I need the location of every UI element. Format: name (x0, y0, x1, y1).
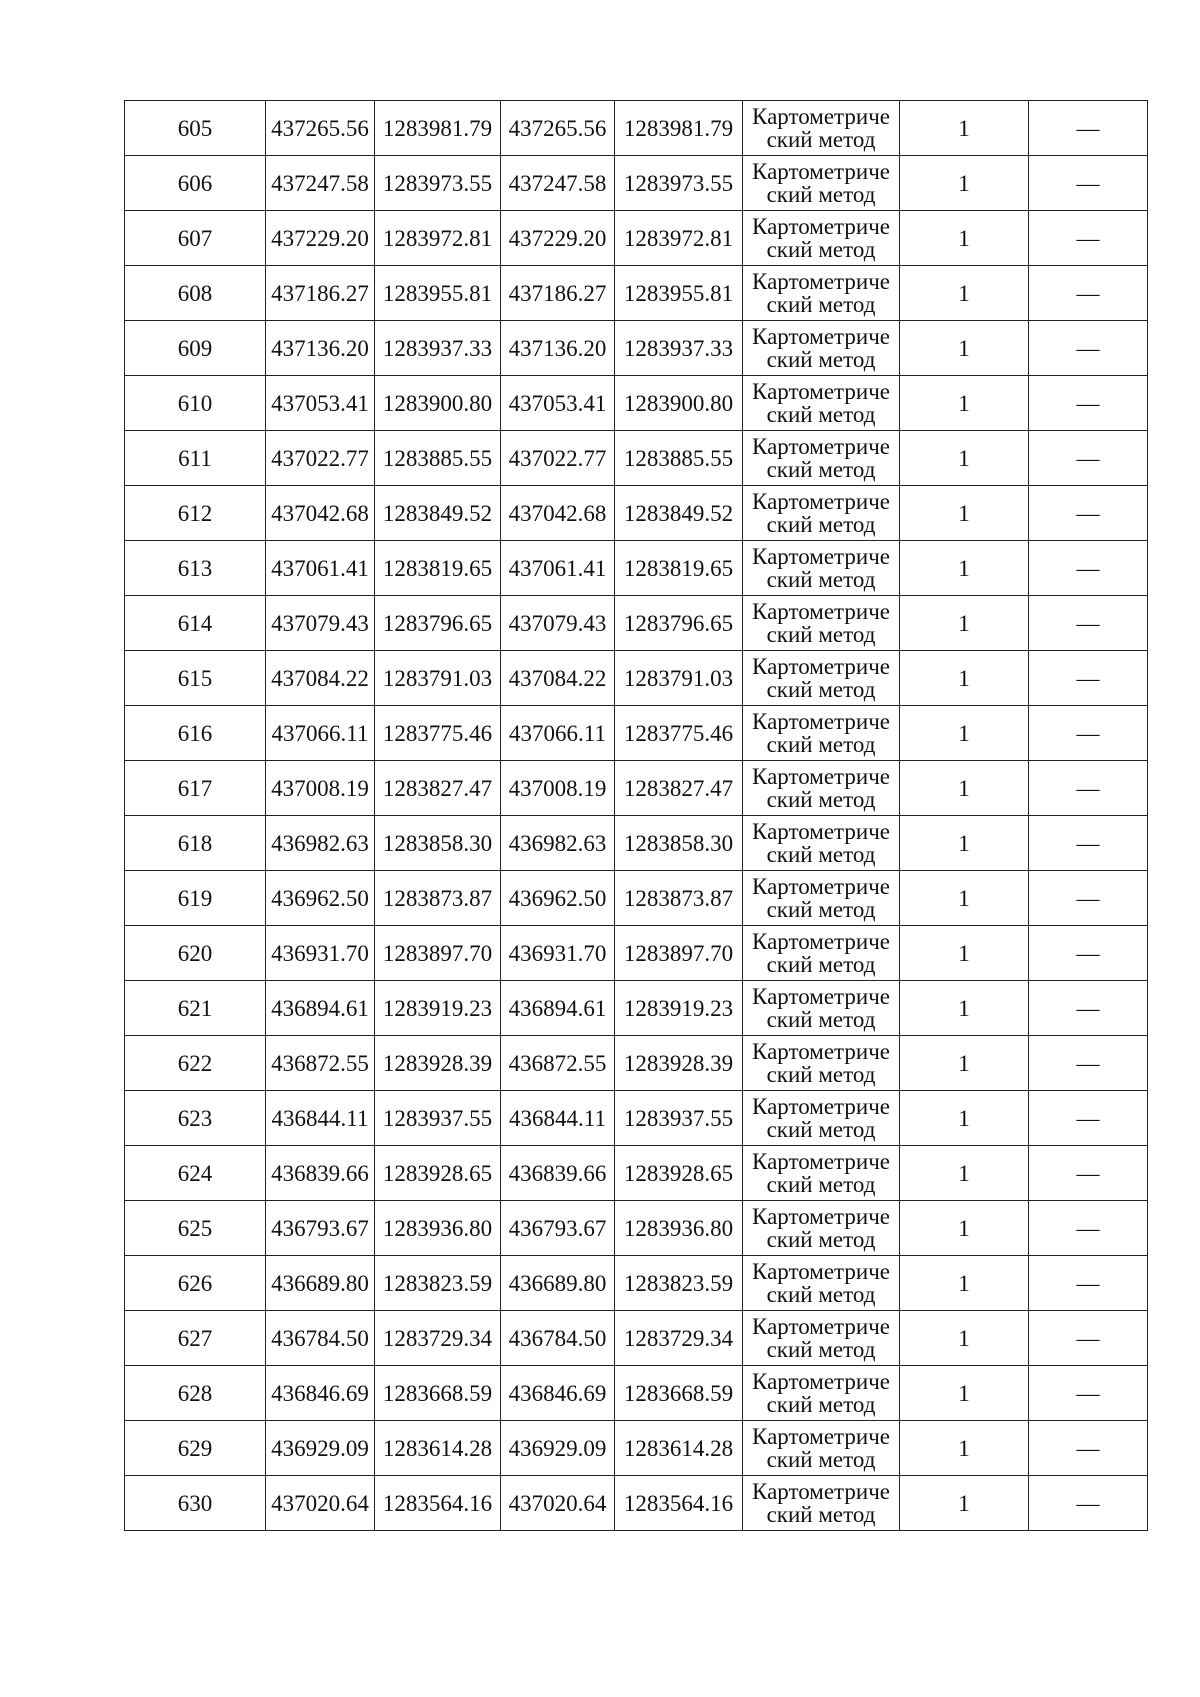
table-row (125, 101, 1148, 156)
x-existing-cell: 436872.55 (266, 1036, 375, 1091)
y-existing-cell: 1283919.23 (375, 981, 501, 1036)
point-number-cell: 623 (125, 1091, 266, 1146)
note-cell: — (1029, 816, 1148, 871)
method-line-1: Картометриче (752, 1314, 890, 1339)
y-existing-cell: 1283955.81 (375, 266, 501, 321)
accuracy-cell: 1 (900, 926, 1029, 981)
x-refined-cell: 436872.55 (501, 1036, 615, 1091)
x-refined-cell: 437084.22 (501, 651, 615, 706)
method-line-1: Картометриче (752, 1039, 890, 1064)
accuracy-cell: 1 (900, 1421, 1029, 1476)
accuracy-cell: 1 (900, 1091, 1029, 1146)
method-cell (743, 1256, 900, 1311)
y-existing-cell: 1283819.65 (375, 541, 501, 596)
method-line-2: ский метод (766, 512, 876, 537)
x-existing-cell: 437265.56 (266, 101, 375, 156)
table-row (125, 431, 1148, 486)
accuracy-cell: 1 (900, 1311, 1029, 1366)
note-cell: — (1029, 981, 1148, 1036)
point-number-cell: 628 (125, 1366, 266, 1421)
y-refined-cell: 1283819.65 (615, 541, 743, 596)
x-existing-cell: 437020.64 (266, 1476, 375, 1531)
point-number-cell: 627 (125, 1311, 266, 1366)
y-refined-cell: 1283928.65 (615, 1146, 743, 1201)
x-existing-cell: 437084.22 (266, 651, 375, 706)
y-refined-cell: 1283928.39 (615, 1036, 743, 1091)
x-existing-cell: 437008.19 (266, 761, 375, 816)
table-row (125, 1256, 1148, 1311)
point-number-cell: 621 (125, 981, 266, 1036)
table-body (125, 101, 1148, 1531)
x-existing-cell: 437022.77 (266, 431, 375, 486)
method-line-2: ский метод (766, 292, 876, 317)
point-number-cell: 622 (125, 1036, 266, 1091)
note-cell: — (1029, 1146, 1148, 1201)
method-line-1: Картометриче (752, 324, 890, 349)
x-existing-cell: 437053.41 (266, 376, 375, 431)
accuracy-cell: 1 (900, 706, 1029, 761)
method-line-1: Картометриче (752, 489, 890, 514)
method-line-2: ский метод (766, 1447, 876, 1472)
point-number-cell: 606 (125, 156, 266, 211)
method-line-2: ский метод (766, 1337, 876, 1362)
point-number-cell: 619 (125, 871, 266, 926)
method-cell (743, 981, 900, 1036)
note-cell: — (1029, 1421, 1148, 1476)
x-refined-cell: 437265.56 (501, 101, 615, 156)
table-row (125, 1311, 1148, 1366)
point-number-cell: 614 (125, 596, 266, 651)
x-refined-cell: 436689.80 (501, 1256, 615, 1311)
method-line-2: ский метод (766, 732, 876, 757)
y-refined-cell: 1283827.47 (615, 761, 743, 816)
x-refined-cell: 436839.66 (501, 1146, 615, 1201)
y-existing-cell: 1283858.30 (375, 816, 501, 871)
x-existing-cell: 437079.43 (266, 596, 375, 651)
accuracy-cell: 1 (900, 321, 1029, 376)
accuracy-cell: 1 (900, 596, 1029, 651)
note-cell: — (1029, 431, 1148, 486)
method-cell (743, 156, 900, 211)
method-line-1: Картометриче (752, 819, 890, 844)
method-line-2: ский метод (766, 677, 876, 702)
x-refined-cell: 436844.11 (501, 1091, 615, 1146)
coordinates-table (124, 100, 1148, 1531)
accuracy-cell: 1 (900, 1366, 1029, 1421)
note-cell: — (1029, 1476, 1148, 1531)
method-line-2: ский метод (766, 347, 876, 372)
accuracy-cell: 1 (900, 1476, 1029, 1531)
y-existing-cell: 1283614.28 (375, 1421, 501, 1476)
table-row (125, 156, 1148, 211)
note-cell: — (1029, 211, 1148, 266)
method-line-2: ский метод (766, 1062, 876, 1087)
y-refined-cell: 1283668.59 (615, 1366, 743, 1421)
x-existing-cell: 437247.58 (266, 156, 375, 211)
accuracy-cell: 1 (900, 431, 1029, 486)
y-refined-cell: 1283937.55 (615, 1091, 743, 1146)
table-row (125, 816, 1148, 871)
y-refined-cell: 1283873.87 (615, 871, 743, 926)
method-cell (743, 321, 900, 376)
x-refined-cell: 436929.09 (501, 1421, 615, 1476)
table-row (125, 376, 1148, 431)
method-line-2: ский метод (766, 457, 876, 482)
method-line-1: Картометриче (752, 984, 890, 1009)
method-line-1: Картометриче (752, 1369, 890, 1394)
y-refined-cell: 1283897.70 (615, 926, 743, 981)
table-row (125, 1146, 1148, 1201)
table-row (125, 211, 1148, 266)
note-cell: — (1029, 761, 1148, 816)
note-cell: — (1029, 1366, 1148, 1421)
y-refined-cell: 1283955.81 (615, 266, 743, 321)
note-cell: — (1029, 596, 1148, 651)
accuracy-cell: 1 (900, 101, 1029, 156)
y-existing-cell: 1283936.80 (375, 1201, 501, 1256)
method-cell (743, 596, 900, 651)
note-cell: — (1029, 101, 1148, 156)
point-number-cell: 605 (125, 101, 266, 156)
method-line-1: Картометриче (752, 709, 890, 734)
point-number-cell: 624 (125, 1146, 266, 1201)
method-line-1: Картометриче (752, 1424, 890, 1449)
method-line-2: ский метод (766, 952, 876, 977)
x-refined-cell: 437008.19 (501, 761, 615, 816)
table-row (125, 706, 1148, 761)
note-cell: — (1029, 651, 1148, 706)
x-refined-cell: 437229.20 (501, 211, 615, 266)
accuracy-cell: 1 (900, 486, 1029, 541)
method-cell (743, 101, 900, 156)
note-cell: — (1029, 706, 1148, 761)
y-existing-cell: 1283937.55 (375, 1091, 501, 1146)
x-existing-cell: 436894.61 (266, 981, 375, 1036)
y-refined-cell: 1283900.80 (615, 376, 743, 431)
y-refined-cell: 1283885.55 (615, 431, 743, 486)
method-cell (743, 1091, 900, 1146)
method-line-1: Картометриче (752, 929, 890, 954)
x-existing-cell: 437136.20 (266, 321, 375, 376)
x-refined-cell: 437053.41 (501, 376, 615, 431)
point-number-cell: 617 (125, 761, 266, 816)
y-existing-cell: 1283775.46 (375, 706, 501, 761)
x-refined-cell: 437247.58 (501, 156, 615, 211)
note-cell: — (1029, 1091, 1148, 1146)
y-refined-cell: 1283791.03 (615, 651, 743, 706)
table-row (125, 1091, 1148, 1146)
method-cell (743, 1366, 900, 1421)
method-line-1: Картометриче (752, 544, 890, 569)
y-refined-cell: 1283823.59 (615, 1256, 743, 1311)
point-number-cell: 611 (125, 431, 266, 486)
x-refined-cell: 437042.68 (501, 486, 615, 541)
method-line-2: ский метод (766, 237, 876, 262)
method-cell (743, 486, 900, 541)
method-line-1: Картометриче (752, 269, 890, 294)
accuracy-cell: 1 (900, 1256, 1029, 1311)
method-line-2: ский метод (766, 567, 876, 592)
method-line-1: Картометриче (752, 1149, 890, 1174)
y-refined-cell: 1283775.46 (615, 706, 743, 761)
note-cell: — (1029, 926, 1148, 981)
method-cell (743, 1311, 900, 1366)
method-line-2: ский метод (766, 1392, 876, 1417)
note-cell: — (1029, 1311, 1148, 1366)
x-existing-cell: 436689.80 (266, 1256, 375, 1311)
table-row (125, 321, 1148, 376)
table-row (125, 1036, 1148, 1091)
method-line-1: Картометриче (752, 1259, 890, 1284)
method-cell (743, 926, 900, 981)
method-cell (743, 1036, 900, 1091)
method-line-1: Картометриче (752, 874, 890, 899)
y-existing-cell: 1283973.55 (375, 156, 501, 211)
x-existing-cell: 437042.68 (266, 486, 375, 541)
method-line-2: ский метод (766, 1117, 876, 1142)
note-cell: — (1029, 541, 1148, 596)
accuracy-cell: 1 (900, 761, 1029, 816)
method-line-1: Картометриче (752, 599, 890, 624)
method-cell (743, 541, 900, 596)
method-cell (743, 1146, 900, 1201)
method-cell (743, 871, 900, 926)
method-line-2: ский метод (766, 787, 876, 812)
method-line-2: ский метод (766, 1227, 876, 1252)
x-refined-cell: 436962.50 (501, 871, 615, 926)
method-line-1: Картометриче (752, 1094, 890, 1119)
y-refined-cell: 1283729.34 (615, 1311, 743, 1366)
note-cell: — (1029, 376, 1148, 431)
method-line-2: ский метод (766, 897, 876, 922)
method-line-2: ский метод (766, 842, 876, 867)
y-existing-cell: 1283928.65 (375, 1146, 501, 1201)
method-cell (743, 211, 900, 266)
method-cell (743, 761, 900, 816)
point-number-cell: 609 (125, 321, 266, 376)
table-row (125, 541, 1148, 596)
note-cell: — (1029, 1036, 1148, 1091)
x-refined-cell: 436982.63 (501, 816, 615, 871)
x-existing-cell: 436982.63 (266, 816, 375, 871)
method-cell (743, 431, 900, 486)
method-line-1: Картометриче (752, 654, 890, 679)
y-existing-cell: 1283873.87 (375, 871, 501, 926)
method-line-1: Картометриче (752, 104, 890, 129)
table-row (125, 761, 1148, 816)
x-existing-cell: 437186.27 (266, 266, 375, 321)
x-refined-cell: 436846.69 (501, 1366, 615, 1421)
y-refined-cell: 1283614.28 (615, 1421, 743, 1476)
note-cell: — (1029, 321, 1148, 376)
x-existing-cell: 436844.11 (266, 1091, 375, 1146)
x-refined-cell: 436931.70 (501, 926, 615, 981)
x-existing-cell: 436839.66 (266, 1146, 375, 1201)
x-existing-cell: 437229.20 (266, 211, 375, 266)
point-number-cell: 612 (125, 486, 266, 541)
y-refined-cell: 1283919.23 (615, 981, 743, 1036)
x-existing-cell: 436793.67 (266, 1201, 375, 1256)
table-row (125, 266, 1148, 321)
y-existing-cell: 1283972.81 (375, 211, 501, 266)
accuracy-cell: 1 (900, 1201, 1029, 1256)
table-row (125, 871, 1148, 926)
method-line-1: Картометриче (752, 159, 890, 184)
x-refined-cell: 437136.20 (501, 321, 615, 376)
note-cell: — (1029, 266, 1148, 321)
x-existing-cell: 436929.09 (266, 1421, 375, 1476)
method-line-2: ский метод (766, 622, 876, 647)
x-refined-cell: 436784.50 (501, 1311, 615, 1366)
method-line-2: ский метод (766, 1282, 876, 1307)
y-existing-cell: 1283897.70 (375, 926, 501, 981)
y-refined-cell: 1283849.52 (615, 486, 743, 541)
method-line-1: Картометриче (752, 214, 890, 239)
point-number-cell: 610 (125, 376, 266, 431)
y-refined-cell: 1283973.55 (615, 156, 743, 211)
x-refined-cell: 436793.67 (501, 1201, 615, 1256)
table-row (125, 1421, 1148, 1476)
method-line-1: Картометриче (752, 379, 890, 404)
y-refined-cell: 1283858.30 (615, 816, 743, 871)
method-cell (743, 1201, 900, 1256)
x-refined-cell: 436894.61 (501, 981, 615, 1036)
table-row (125, 981, 1148, 1036)
point-number-cell: 607 (125, 211, 266, 266)
point-number-cell: 613 (125, 541, 266, 596)
method-line-1: Картометриче (752, 1204, 890, 1229)
method-cell (743, 1476, 900, 1531)
table-row (125, 1366, 1148, 1421)
table-row (125, 926, 1148, 981)
method-line-1: Картометриче (752, 434, 890, 459)
accuracy-cell: 1 (900, 816, 1029, 871)
y-existing-cell: 1283885.55 (375, 431, 501, 486)
accuracy-cell: 1 (900, 541, 1029, 596)
y-existing-cell: 1283668.59 (375, 1366, 501, 1421)
y-existing-cell: 1283928.39 (375, 1036, 501, 1091)
x-refined-cell: 437020.64 (501, 1476, 615, 1531)
y-existing-cell: 1283564.16 (375, 1476, 501, 1531)
method-line-2: ский метод (766, 1172, 876, 1197)
table-row (125, 651, 1148, 706)
point-number-cell: 620 (125, 926, 266, 981)
point-number-cell: 615 (125, 651, 266, 706)
y-refined-cell: 1283981.79 (615, 101, 743, 156)
accuracy-cell: 1 (900, 981, 1029, 1036)
note-cell: — (1029, 156, 1148, 211)
note-cell: — (1029, 1201, 1148, 1256)
table-row (125, 1201, 1148, 1256)
y-existing-cell: 1283900.80 (375, 376, 501, 431)
accuracy-cell: 1 (900, 211, 1029, 266)
x-existing-cell: 436784.50 (266, 1311, 375, 1366)
method-cell (743, 376, 900, 431)
accuracy-cell: 1 (900, 266, 1029, 321)
point-number-cell: 630 (125, 1476, 266, 1531)
point-number-cell: 629 (125, 1421, 266, 1476)
y-refined-cell: 1283564.16 (615, 1476, 743, 1531)
method-cell (743, 706, 900, 761)
method-line-2: ский метод (766, 127, 876, 152)
point-number-cell: 616 (125, 706, 266, 761)
method-cell (743, 266, 900, 321)
y-refined-cell: 1283796.65 (615, 596, 743, 651)
x-existing-cell: 436931.70 (266, 926, 375, 981)
method-line-2: ский метод (766, 182, 876, 207)
accuracy-cell: 1 (900, 1036, 1029, 1091)
method-line-2: ский метод (766, 1502, 876, 1527)
y-refined-cell: 1283937.33 (615, 321, 743, 376)
method-cell (743, 1421, 900, 1476)
accuracy-cell: 1 (900, 376, 1029, 431)
y-existing-cell: 1283981.79 (375, 101, 501, 156)
point-number-cell: 608 (125, 266, 266, 321)
accuracy-cell: 1 (900, 651, 1029, 706)
x-existing-cell: 437061.41 (266, 541, 375, 596)
note-cell: — (1029, 1256, 1148, 1311)
x-refined-cell: 437186.27 (501, 266, 615, 321)
x-existing-cell: 436846.69 (266, 1366, 375, 1421)
method-line-2: ский метод (766, 402, 876, 427)
x-existing-cell: 437066.11 (266, 706, 375, 761)
point-number-cell: 618 (125, 816, 266, 871)
method-cell (743, 651, 900, 706)
accuracy-cell: 1 (900, 1146, 1029, 1201)
y-existing-cell: 1283791.03 (375, 651, 501, 706)
y-refined-cell: 1283936.80 (615, 1201, 743, 1256)
x-refined-cell: 437066.11 (501, 706, 615, 761)
table-row (125, 596, 1148, 651)
method-line-1: Картометриче (752, 764, 890, 789)
note-cell: — (1029, 486, 1148, 541)
method-line-1: Картометриче (752, 1479, 890, 1504)
x-refined-cell: 437061.41 (501, 541, 615, 596)
y-existing-cell: 1283823.59 (375, 1256, 501, 1311)
table-row (125, 1476, 1148, 1531)
y-existing-cell: 1283849.52 (375, 486, 501, 541)
x-existing-cell: 436962.50 (266, 871, 375, 926)
point-number-cell: 626 (125, 1256, 266, 1311)
y-existing-cell: 1283827.47 (375, 761, 501, 816)
y-existing-cell: 1283729.34 (375, 1311, 501, 1366)
point-number-cell: 625 (125, 1201, 266, 1256)
y-refined-cell: 1283972.81 (615, 211, 743, 266)
method-cell (743, 816, 900, 871)
accuracy-cell: 1 (900, 871, 1029, 926)
accuracy-cell: 1 (900, 156, 1029, 211)
method-line-2: ский метод (766, 1007, 876, 1032)
y-existing-cell: 1283796.65 (375, 596, 501, 651)
x-refined-cell: 437022.77 (501, 431, 615, 486)
table-row (125, 486, 1148, 541)
y-existing-cell: 1283937.33 (375, 321, 501, 376)
note-cell: — (1029, 871, 1148, 926)
x-refined-cell: 437079.43 (501, 596, 615, 651)
